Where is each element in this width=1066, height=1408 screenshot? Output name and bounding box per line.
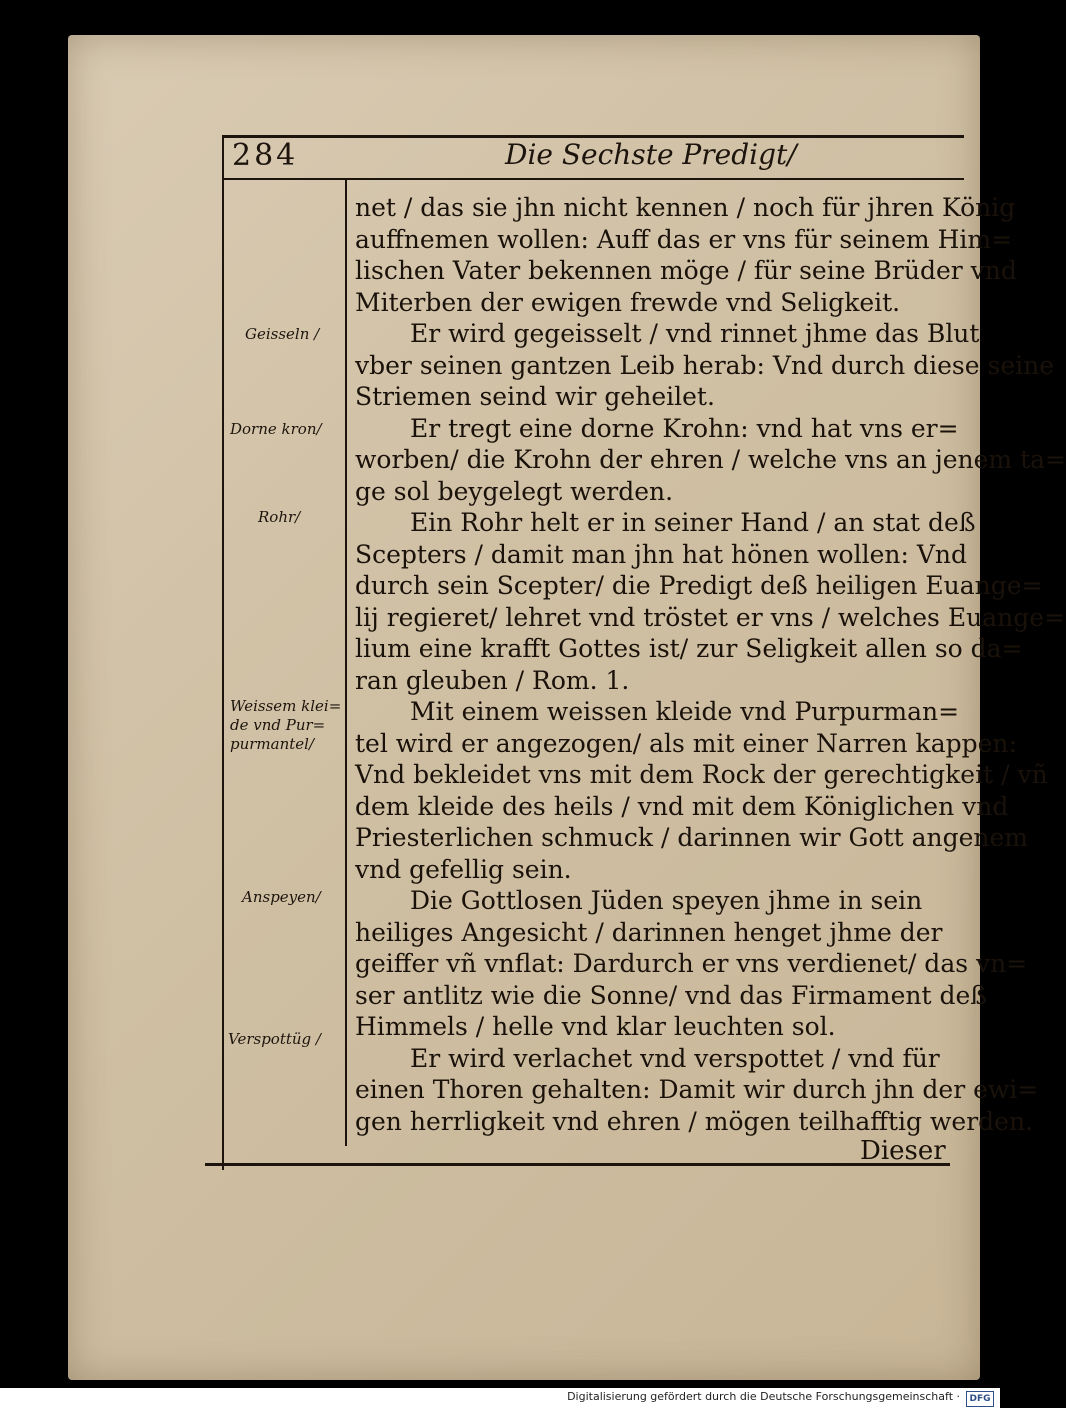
text-line: Striemen seind wir geheilet. [355, 382, 715, 411]
text-line: Die Gottlosen Jüden speyen jhme in sein [410, 886, 923, 915]
dfg-logo: DFG [966, 1391, 994, 1407]
page-number: 284 [232, 138, 299, 173]
text-line: vnd gefellig sein. [355, 854, 572, 884]
margin-note-geisseln: Geisseln / [245, 325, 320, 343]
text-line: einen Thoren gehalten: Damit wir durch jhn der ewi= [355, 1075, 1039, 1104]
margin-note-dorne-kron: Dorne kron/ [230, 420, 322, 438]
text-line: Er tregt eine dorne Krohn: vnd hat vns er= [410, 413, 959, 443]
header-rule-bottom [222, 178, 964, 180]
text-line: net / das sie jhn nicht kennen / noch für jhren König [355, 193, 1016, 222]
text-line: heiliges Angesicht / darinnen henget jhme der [355, 917, 943, 947]
left-border-rule [222, 135, 224, 1170]
text-line: Miterben der ewigen frewde vnd Seligkeit. [355, 287, 901, 317]
text-line: Priesterlichen schmuck / darinnen wir Gott angenem [355, 823, 1028, 852]
text-line: lium eine krafft Gottes ist/ zur Seligkeit allen so da= [355, 634, 1023, 663]
text-line: ge sol beygelegt werden. [355, 476, 674, 506]
margin-note-rohr: Rohr/ [258, 508, 301, 526]
text-line: Ein Rohr helt er in seiner Hand / an stat deß [410, 508, 976, 537]
text-line: tel wird er angezogen/ als mit einer Narren kappen: [355, 728, 1017, 758]
text-line: lij regieret/ lehret vnd tröstet er vns / welches Euange= [355, 602, 1065, 632]
text-line: worben/ die Krohn der ehren / welche vns an jenem ta= [355, 445, 1066, 474]
text-line: Er wird verlachet vnd verspottet / vnd für [410, 1043, 940, 1073]
text-line: ran gleuben / Rom. 1. [355, 665, 630, 695]
margin-note-anspeyen: Anspeyen/ [242, 888, 321, 906]
bottom-rule [205, 1163, 950, 1166]
text-line: auffnemen wollen: Auff das er vns für seinem Him= [355, 224, 1013, 254]
catchword: Dieser [860, 1136, 946, 1166]
text-line: Scepters / damit man jhn hat hönen wollen: Vnd [355, 539, 967, 569]
text-line: Er wird gegeisselt / vnd rinnet jhme das Blut [410, 319, 980, 348]
running-head: Die Sechste Predigt/ [505, 138, 797, 171]
text-line: ser antlitz wie die Sonne/ vnd das Firmament deß [355, 980, 988, 1010]
footer-credit: Digitalisierung gefördert durch die Deutsche Forschungsgemeinschaft · [567, 1390, 960, 1403]
margin-note-weissem-kleide: Weissem klei= de vnd Pur= purmantel/ [230, 697, 342, 753]
text-line: Himmels / helle vnd klar leuchten sol. [355, 1012, 836, 1041]
text-line: Vnd bekleidet vns mit dem Rock der gerechtigkeit / vñ [355, 760, 1048, 789]
text-line: gen herrligkeit vnd ehren / mögen teilhafftig werden. [355, 1106, 1033, 1136]
text-line: dem kleide des heils / vnd mit dem Königlichen vnd [355, 791, 1009, 821]
text-line: lischen Vater bekennen möge / für seine Brüder vnd [355, 256, 1017, 285]
text-line: geiffer vñ vnflat: Dardurch er vns verdienet/ das vn= [355, 949, 1028, 978]
text-line: durch sein Scepter/ die Predigt deß heiligen Euange= [355, 571, 1043, 600]
text-line: vber seinen gantzen Leib herab: Vnd durch diese seine [355, 350, 1055, 380]
text-line: Mit einem weissen kleide vnd Purpurman= [410, 697, 960, 726]
margin-note-verspottung: Verspottüg / [228, 1030, 321, 1048]
margin-column-rule [345, 178, 347, 1146]
